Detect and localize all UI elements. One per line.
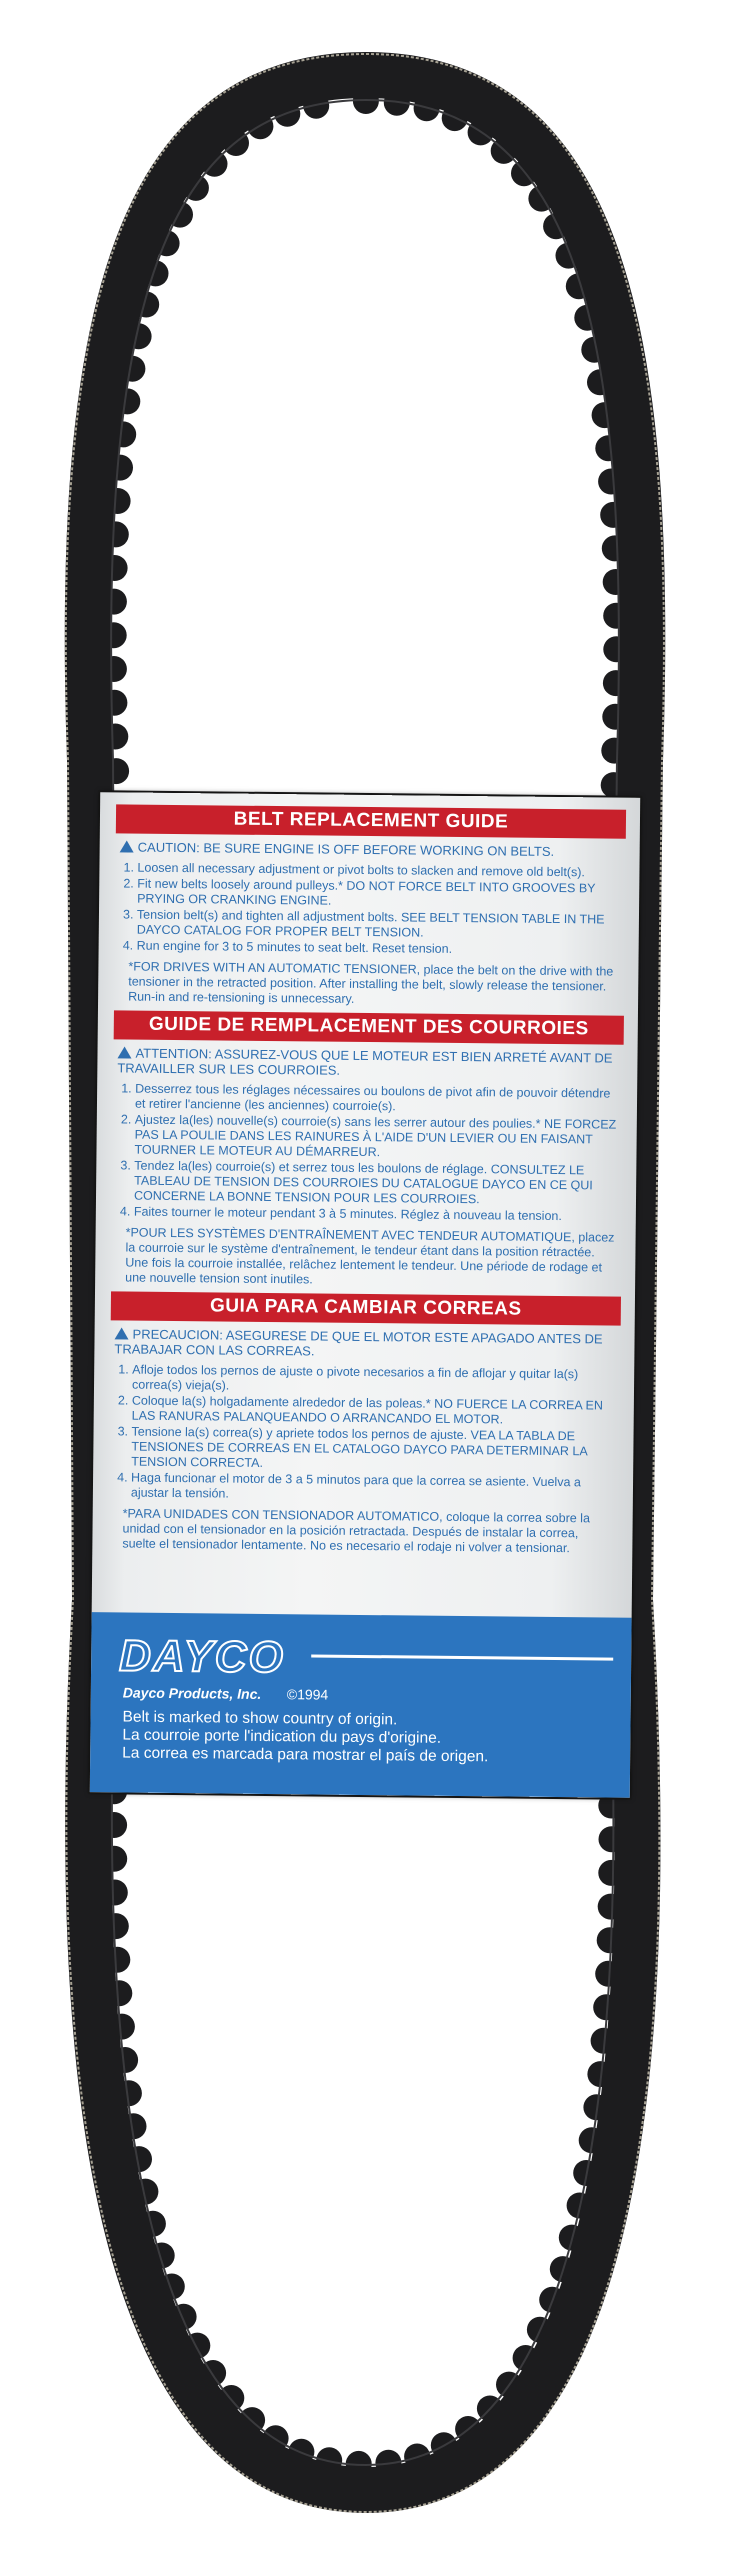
warning-icon: [120, 840, 134, 852]
step-english-2: 2. Fit new belts loosely around pulleys.* DO NOT FORCE BELT INTO GROOVES BY PRYING OR CRANKING ENGINE.: [137, 877, 619, 912]
copyright: ©1994: [286, 1686, 329, 1703]
step-spanish-1: 1. Afloje todos los pernos de ajuste o pivote necesarios a fin de aflojar y quitar la(s) correa(s) vieja(s).: [132, 1363, 614, 1398]
origin-line-en: Belt is marked to show country of origin.: [122, 1708, 398, 1729]
caution-spanish: [114, 1326, 616, 1361]
company-name: Dayco Products, Inc.: [122, 1684, 262, 1702]
header-spanish: GUIA PARA CAMBIAR CORREAS: [111, 1291, 621, 1325]
caution-english-text: CAUTION: BE SURE ENGINE IS OFF BEFORE WORKING ON BELTS.: [137, 839, 555, 859]
caution-french-text: ATTENTION: ASSUREZ-VOUS QUE LE MOTEUR EST BIEN ARRETÉ AVANT DE TRAVAILLER SUR LES COURROIES.: [117, 1045, 613, 1078]
caution-french: [117, 1045, 619, 1080]
belt-replacement-tag: [90, 792, 640, 1798]
note-french: *POUR LES SYSTÈMES D'ENTRAÎNEMENT AVEC TENDEUR AUTOMATIQUE, placez la courroie sur le système d'entraînement, le tendeur étant dans la position rétractée. Une fois la courroie installée, relâchez lentement le tendeur. Une période de rodage et une nouvelle tension sont inutiles.: [125, 1225, 615, 1287]
step-french-3: 3. Tendez la(les) courroie(s) et serrez tous les boulons de réglage. CONSULTEZ LE TABLEAU DE TENSION DES COURROIES DU CATALOGUE DAYCO EN CE QUI CONCERNE LA BONNE TENSION POUR LES COURROIES.: [134, 1159, 616, 1209]
step-french-1: 1. Desserrez tous les réglages nécessaires ou boulons de pivot afin de pouvoir détendre et retirer l'ancienne (les anciennes) courroie(s).: [135, 1082, 617, 1117]
step-spanish-4: 4. Haga funcionar el motor de 3 a 5 minutos para que la correa se asiente. Vuelva a ajustar la tensión.: [131, 1471, 613, 1506]
step-french-4: 4. Faites tourner le moteur pendant 3 à 5 minutes. Réglez à nouveau la tension.: [134, 1205, 616, 1225]
dayco-band: [90, 1612, 632, 1798]
caution-english: [120, 839, 622, 859]
step-english-1: 1. Loosen all necessary adjustment or pivot bolts to slacken and remove old belt(s).: [137, 861, 619, 881]
origin-text: [122, 1708, 611, 1767]
step-french-2: 2. Ajustez la(les) nouvelle(s) courroie(s) sans les serrer autour des poulies.* NE FORCEZ PAS LA POULIE DANS LES RAINURES À L'AIDE D'UN LEVIER OU EN FAISANT TOURNER LE MOTEUR AU DÉMARREUR.: [134, 1113, 616, 1163]
note-spanish: *PARA UNIDADES CON TENSIONADOR AUTOMATICO, coloque la correa sobre la unidad con el tensionador en la posición retractada. Después de instalar la correa, suelte el tensionador lentamente. No es necesario el rodaje ni volver a tensionar.: [122, 1506, 591, 1556]
warning-icon: [117, 1046, 131, 1058]
steps-english: [119, 860, 620, 958]
origin-line-fr: La courroie porte l'indication du pays d'origine.: [122, 1726, 442, 1747]
step-spanish-3: 3. Tensione la(s) correa(s) y apriete todos los pernos de ajuste. VEA LA TABLA DE TENSIONES DE CORREAS EN EL CATALOGO DAYCO PARA DETERMINAR LA TENSION CORRECTA.: [131, 1425, 613, 1475]
step-spanish-2: 2. Coloque la(s) holgadamente alrededor de las poleas.* NO FUERCE LA CORREA EN LAS RANURAS PALANQUEANDO O ARRANCANDO EL MOTOR.: [132, 1394, 614, 1429]
step-english-3: 3. Tension belt(s) and tighten all adjustment bolts. SEE BELT TENSION TABLE IN THE DAYCO CATALOG FOR PROPER BELT TENSION.: [137, 908, 619, 943]
header-english: BELT REPLACEMENT GUIDE: [116, 804, 626, 838]
dayco-logo: DAYCO: [118, 1631, 286, 1683]
warning-icon: [115, 1327, 129, 1339]
header-french: GUIDE DE REMPLACEMENT DES COURROIES: [114, 1010, 624, 1044]
logo-underline: [311, 1654, 613, 1660]
steps-spanish: [113, 1362, 614, 1505]
caution-spanish-text: PRECAUCION: ASEGURESE DE QUE EL MOTOR ESTE APAGADO ANTES DE TRABAJAR CON LAS CORREAS.: [114, 1326, 603, 1359]
note-english: *FOR DRIVES WITH AN AUTOMATIC TENSIONER, place the belt on the drive with the tensioner in the retracted position. After installing the belt, slowly release the tensioner. Run-in and re-tensioning is unnecessary.: [128, 959, 614, 1006]
steps-french: [116, 1081, 617, 1224]
origin-line-es: La correa es marcada para mostrar el país de origen.: [122, 1744, 489, 1766]
step-english-4: 4. Run engine for 3 to 5 minutes to seat belt. Reset tension.: [137, 939, 619, 959]
